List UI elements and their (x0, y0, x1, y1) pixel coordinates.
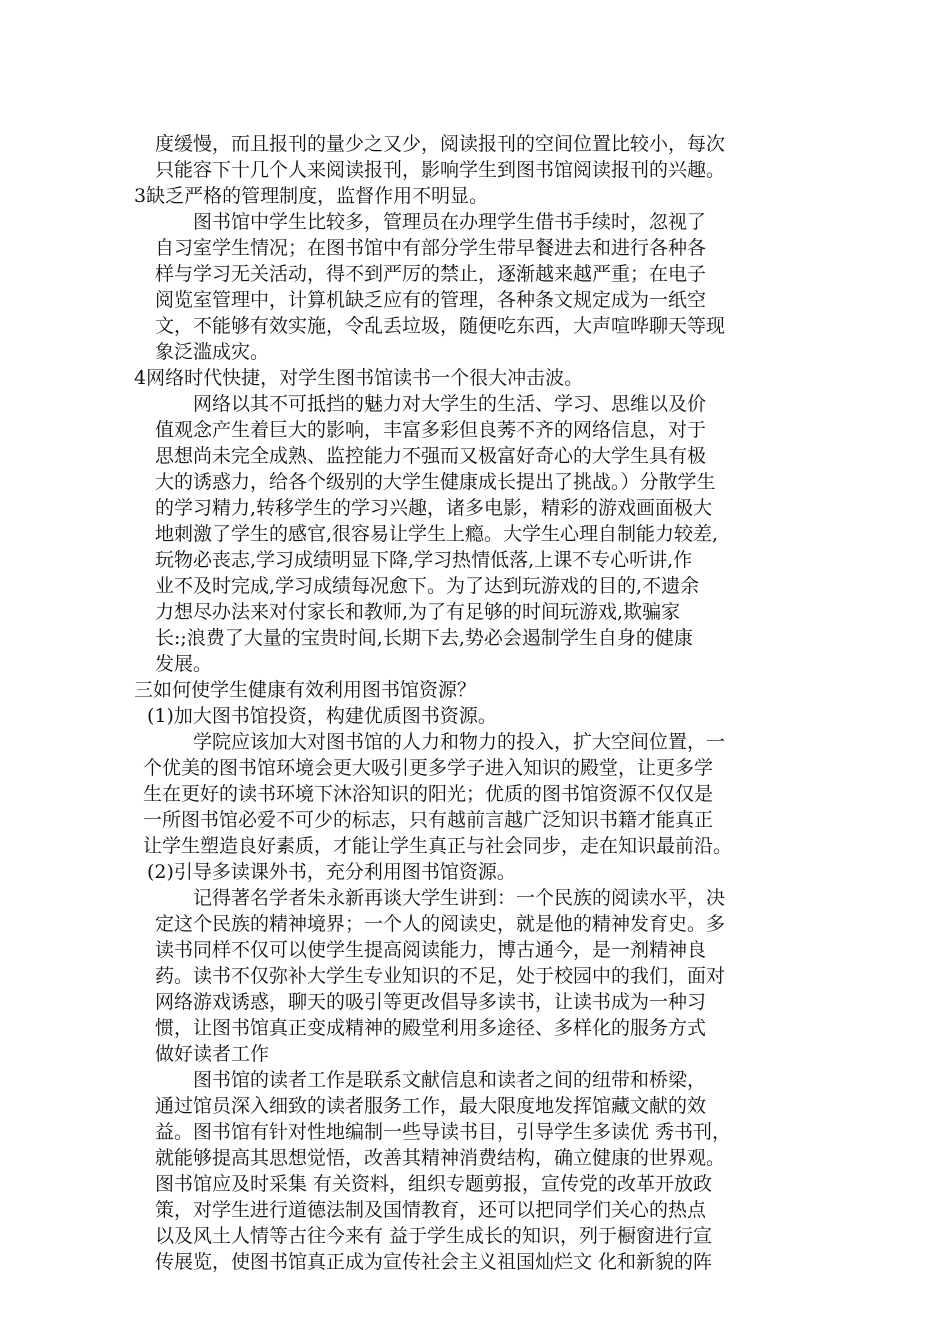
text-line: 自习室学生情况；在图书馆中有部分学生带早餐进去和进行各种各 (155, 237, 707, 259)
text-line: 让学生塑造良好素质，才能让学生真正与社会同步，走在知识最前沿。 (143, 835, 733, 857)
text-line: 的学习精力,转移学生的学习兴趣，诸多电影，精彩的游戏画面极大 (155, 497, 713, 519)
section-heading: 三如何使学生健康有效利用图书馆资源？ (134, 679, 477, 701)
text-line: 图书馆应及时采集 有关资料，组织专题剪报，宣传党的改革开放政 (155, 1173, 713, 1195)
text-line: 惯，让图书馆真正变成精神的殿堂利用多途径、多样化的服务方式 (155, 1017, 707, 1039)
text-line: 3缺乏严格的管理制度，监督作用不明显。 (134, 185, 489, 207)
text-line: 思想尚未完全成熟、监控能力不强而又极富好奇心的大学生具有极 (155, 445, 707, 467)
subsection-heading: (1)加大图书馆投资，构建优质图书资源。 (147, 705, 497, 727)
text-line: 大的诱惑力，给各个级别的大学生健康成长提出了挑战。）分散学生 (155, 471, 716, 493)
text-line: 4网络时代快捷，对学生图书馆读书一个很大冲击波。 (134, 367, 584, 389)
text-line: 只能容下十几个人来阅读报刊，影响学生到图书馆阅读报刊的兴趣。 (155, 159, 726, 181)
text-line: 长:;浪费了大量的宝贵时间,长期下去,势必会遏制学生自身的健康 (155, 627, 693, 649)
text-line: 传展览，使图书馆真正成为宣传社会主义祖国灿烂文 化和新貌的阵 (155, 1251, 713, 1273)
text-line: 象泛滥成灾。 (155, 341, 270, 363)
text-line: 药。读书不仅弥补大学生专业知识的不足，处于校园中的我们，面对 (155, 965, 726, 987)
text-line: 学院应该加大对图书馆的人力和物力的投入，扩大空间位置，一 (193, 731, 726, 753)
text-line: 地刺激了学生的感官,很容易让学生上瘾。大学生心理自制能力较差, (155, 523, 719, 545)
text-line: 个优美的图书馆环境会更大吸引更多学子进入知识的殿堂，让更多学 (143, 757, 714, 779)
text-line: 记得著名学者朱永新再谈大学生讲到：一个民族的阅读水平，决 (193, 887, 726, 909)
text-line: 网络以其不可抵挡的魅力对大学生的生活、学习、思维以及价 (193, 393, 707, 415)
text-line: 一所图书馆必爱不可少的标志，只有越前言越广泛知识书籍才能真正 (143, 809, 714, 831)
text-line: 度缓慢，而且报刊的量少之又少，阅读报刊的空间位置比较小，每次 (155, 133, 726, 155)
text-line: 益。图书馆有针对性地编制一些导读书目，引导学生多读优 秀书刊， (155, 1121, 732, 1143)
text-line: 样与学习无关活动，得不到严厉的禁止，逐渐越来越严重；在电子 (155, 263, 707, 285)
text-line: 以及风土人情等古往今来有 益于学生成长的知识，列于橱窗进行宣 (155, 1225, 713, 1247)
text-line: 图书馆中学生比较多，管理员在办理学生借书手续时，忽视了 (193, 211, 707, 233)
text-line: 生在更好的读书环境下沐浴知识的阳光；优质的图书馆资源不仅仅是 (143, 783, 714, 805)
text-line: 发展。 (155, 653, 213, 675)
text-line: 图书馆的读者工作是联系文献信息和读者之间的纽带和桥梁， (193, 1069, 707, 1091)
subsection-heading: (2)引导多读课外书，充分利用图书馆资源。 (147, 861, 516, 883)
text-line: 网络游戏诱惑，聊天的吸引等更改倡导多读书，让读书成为一种习 (155, 991, 707, 1013)
text-line: 阅览室管理中，计算机缺乏应有的管理，各种条文规定成为一纸空 (155, 289, 707, 311)
text-line: 策，对学生进行道德法制及国情教育，还可以把同学们关心的热点 (155, 1199, 707, 1221)
text-line: 通过馆员深入细致的读者服务工作，最大限度地发挥馆藏文献的效 (155, 1095, 707, 1117)
text-line: 力想尽办法来对付家长和教师,为了有足够的时间玩游戏,欺骗家 (155, 601, 681, 623)
text-line: 读书同样不仅可以使学生提高阅读能力，博古通今，是一剂精神良 (155, 939, 707, 961)
text-line: 定这个民族的精神境界；一个人的阅读史，就是他的精神发育史。多 (155, 913, 726, 935)
text-line: 做好读者工作 (155, 1043, 270, 1065)
text-line: 就能够提高其思想觉悟，改善其精神消费结构，确立健康的世界观。 (155, 1147, 726, 1169)
text-line: 玩物必丧志,学习成绩明显下降,学习热情低落,上课不专心听讲,作 (155, 549, 693, 571)
text-line: 文，不能够有效实施，令乱丢垃圾，随便吃东西，大声喧哗聊天等现 (155, 315, 726, 337)
text-line: 值观念产生着巨大的影响，丰富多彩但良莠不齐的网络信息，对于 (155, 419, 707, 441)
text-line: 业不及时完成,学习成绩每况愈下。为了达到玩游戏的目的,不遗余 (155, 575, 700, 597)
